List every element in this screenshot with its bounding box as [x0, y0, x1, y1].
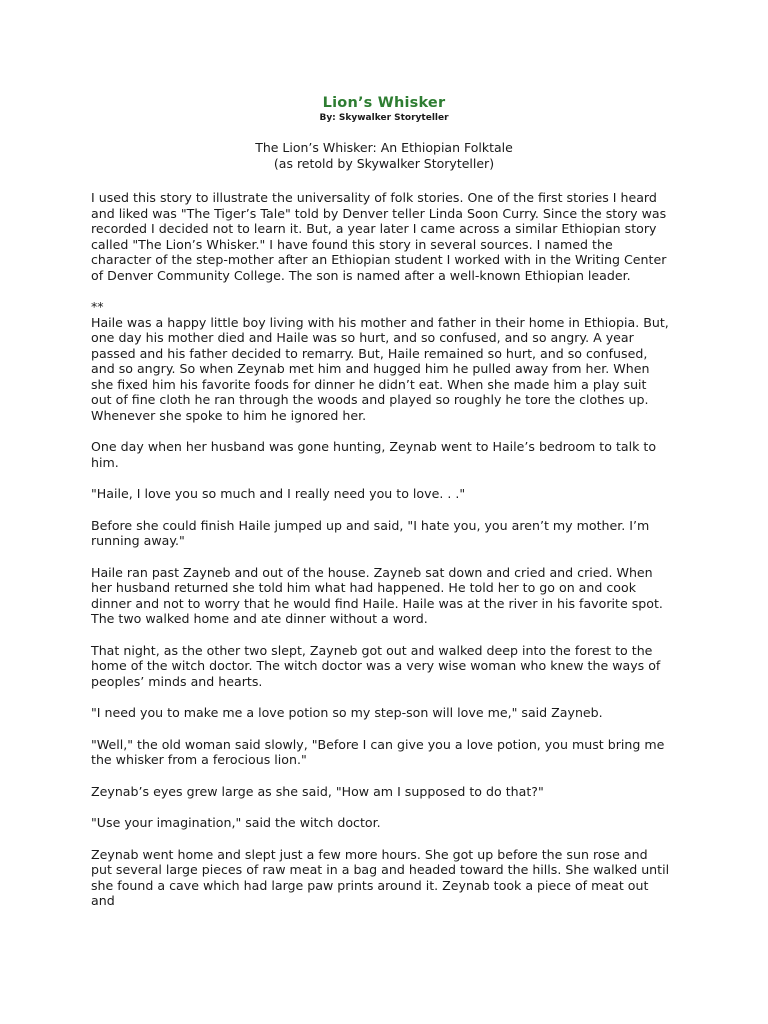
subtitle — [0, 140, 768, 172]
subtitle-line-2: (as retold by Skywalker Storyteller) — [273, 156, 495, 171]
paragraph: Zeynab’s eyes grew large as she said, "How am I supposed to do that?" — [91, 783, 544, 799]
subtitle-line-1: The Lion’s Whisker: An Ethiopian Folktale — [255, 140, 513, 155]
paragraph: "I need you to make me a love potion so my step-son will love me," said Zayneb. — [91, 705, 603, 720]
paragraph: Haile ran past Zayneb and out of the house. Zayneb sat down and cried and cried. When her husband returned she told him what had happened. He told her to go on and cook dinner and not to worry that he would find Haile. Haile was at the river in his favorite spot. The two walked home and ate dinner without a word. — [91, 564, 663, 626]
section-separator: ** — [91, 299, 104, 314]
document-body — [91, 190, 671, 925]
paragraph: "Haile, I love you so much and I really need you to love. . ." — [91, 486, 466, 501]
paragraph: Haile was a happy little boy living with his mother and father in their home in Ethiopia. But, one day his mother died and Haile was so hurt, and so confused, and so angry. A year passed and his father decided to remarry. But, Haile remained so hurt, and so confused, and so angry. So when Zeynab met him and hugged him he pulled away from her. When she fixed him his favorite foods for dinner he didn’t eat. When she made him a play suit out of fine cloth he ran through the woods and played so roughly he tore the clothes up. Whenever she spoke to him he ignored her. — [91, 314, 669, 423]
paragraph-intro: I used this story to illustrate the universality of folk stories. One of the first stories I heard and liked was "The Tiger’s Tale" told by Denver teller Linda Soon Curry. Since the story was recorded I decided not to learn it. But, a year later I came across a similar Ethiopian story called "The Lion’s Whisker." I have found this story in several sources. I named the character of the step-mother after an Ethiopian student I worked with in the Writing Center of Denver Community College. The son is named after a well-known Ethiopian leader. — [91, 190, 667, 283]
byline: By: Skywalker Storyteller — [319, 113, 449, 123]
paragraph: "Well," the old woman said slowly, "Before I can give you a love potion, you must bring me the whisker from a ferocious lion." — [91, 736, 665, 767]
paragraph: One day when her husband was gone hunting, Zeynab went to Haile’s bedroom to talk to him. — [91, 439, 657, 470]
document-title: Lion’s Whisker — [322, 95, 446, 111]
paragraph: That night, as the other two slept, Zayneb got out and walked deep into the forest to the home of the witch doctor. The witch doctor was a very wise woman who knew the ways of peoples’ minds and hearts. — [91, 642, 661, 689]
paragraph: Zeynab went home and slept just a few more hours. She got up before the sun rose and put several large pieces of raw meat in a bag and headed toward the hills. She walked until she found a cave which had large paw prints around it. Zeynab took a piece of meat out and — [91, 846, 670, 908]
paragraph: Before she could finish Haile jumped up and said, "I hate you, you aren’t my mother. I’m running away." — [91, 517, 650, 548]
paragraph: "Use your imagination," said the witch doctor. — [91, 815, 381, 830]
